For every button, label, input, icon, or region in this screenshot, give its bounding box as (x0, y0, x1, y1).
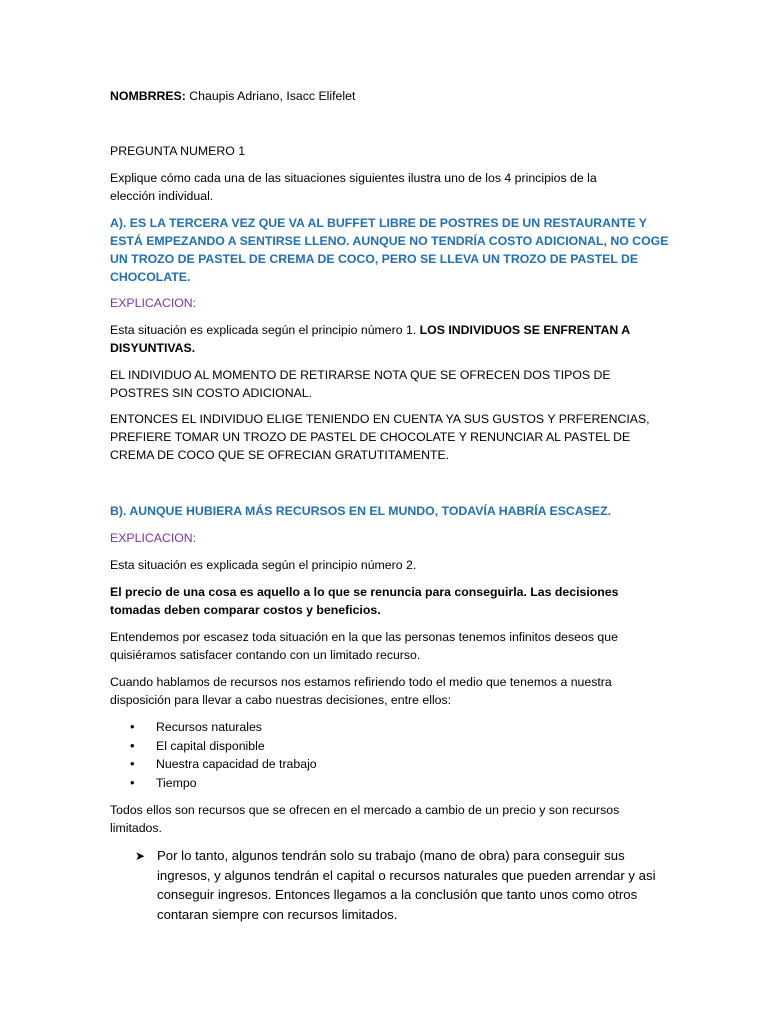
list-item: • El capital disponible (110, 737, 317, 756)
list-item: • Tiempo (110, 774, 317, 793)
section-b-principle-bold: El precio de una cosa es aquello a lo que se renuncia para conseguirla. Las decisiones tomadas deben comparar costos y beneficios. (110, 585, 619, 617)
bullet-dot-icon: • (130, 737, 135, 753)
names-value: Chaupis Adriano, Isacc Elifelet (185, 89, 356, 103)
bullet-dot-icon: • (130, 774, 135, 790)
question-prompt: Explique cómo cada una de las situaciones siguientes ilustra uno de los 4 principios de la elección individual. (110, 171, 597, 203)
authors-line (110, 87, 650, 105)
arrowhead-icon: ➤ (135, 849, 146, 863)
section-b-explicacion-label: EXPLICACION: (110, 531, 197, 545)
section-a-principle-text: Esta situación es explicada según el principio número 1. (110, 323, 420, 337)
section-a-principle-bold: LOS INDIVIDUOS SE ENFRENTAN A DISYUNTIVAS. (110, 323, 630, 355)
section-a-paragraph-1: EL INDIVIDUO AL MOMENTO DE RETIRARSE NOTA QUE SE OFRECEN DOS TIPOS DE POSTRES SIN COSTO ADICIONAL. (110, 368, 611, 400)
conclusion-item (135, 846, 675, 924)
resources-list (110, 718, 317, 792)
list-item: • Recursos naturales (110, 718, 317, 737)
section-b-paragraph-mercado: Todos ellos son recursos que se ofrecen en el mercado a cambio de un precio y son recursos limitados. (110, 803, 620, 835)
names-label: NOMBRRES: (110, 89, 186, 103)
section-a-paragraph-2: ENTONCES EL INDIVIDUO ELIGE TENIENDO EN CUENTA YA SUS GUSTOS Y PRFERENCIAS, PREFIERE TOMAR UN TROZO DE PASTEL DE CHOCOLATE Y RENUNCIAR AL PASTEL DE CREMA DE COCO QUE SE OFRECIAN GRATUTITAMENTE. (110, 412, 650, 462)
question-title: PREGUNTA NUMERO 1 (110, 144, 246, 158)
section-b-paragraph-escasez: Entendemos por escasez toda situación en la que las personas tenemos infinitos deseos que quisiéramos satisfacer contando con un limitado recurso. (110, 630, 618, 662)
section-a-principle (110, 321, 660, 357)
section-b-principle-text: Esta situación es explicada según el principio número 2. (110, 558, 417, 572)
section-b-heading: B). AUNQUE HUBIERA MÁS RECURSOS EN EL MUNDO, TODAVÍA HABRÍA ESCASEZ. (110, 504, 612, 518)
section-b-paragraph-recursos: Cuando hablamos de recursos nos estamos refiriendo todo el medio que tenemos a nuestra disposición para llevar a cabo nuestras decisiones, entre ellos: (110, 675, 612, 707)
section-a-heading: A). ES LA TERCERA VEZ QUE VA AL BUFFET LIBRE DE POSTRES DE UN RESTAURANTE Y ESTÁ EMPEZANDO A SENTIRSE LLENO. AUNQUE NO TENDRÍA COSTO ADICIONAL, NO COGE UN TROZO DE PASTEL DE CREMA DE COCO, PERO SE LLEVA UN TROZO DE PASTEL DE CHOCOLATE. (110, 216, 669, 284)
section-a-explicacion-label: EXPLICACION: (110, 296, 197, 310)
list-item: • Nuestra capacidad de trabajo (110, 755, 317, 774)
bullet-dot-icon: • (130, 719, 135, 734)
bullet-dot-icon: • (130, 756, 135, 771)
conclusion-text: Por lo tanto, algunos tendrán solo su trabajo (mano de obra) para conseguir sus ingresos, y algunos tendrán el capital o recursos naturales que pueden arrendar y asi conseguir ingresos. Entonces llegamos a la conclusión que tanto unos como otros contaran siempre con recursos limitados. (157, 848, 656, 922)
